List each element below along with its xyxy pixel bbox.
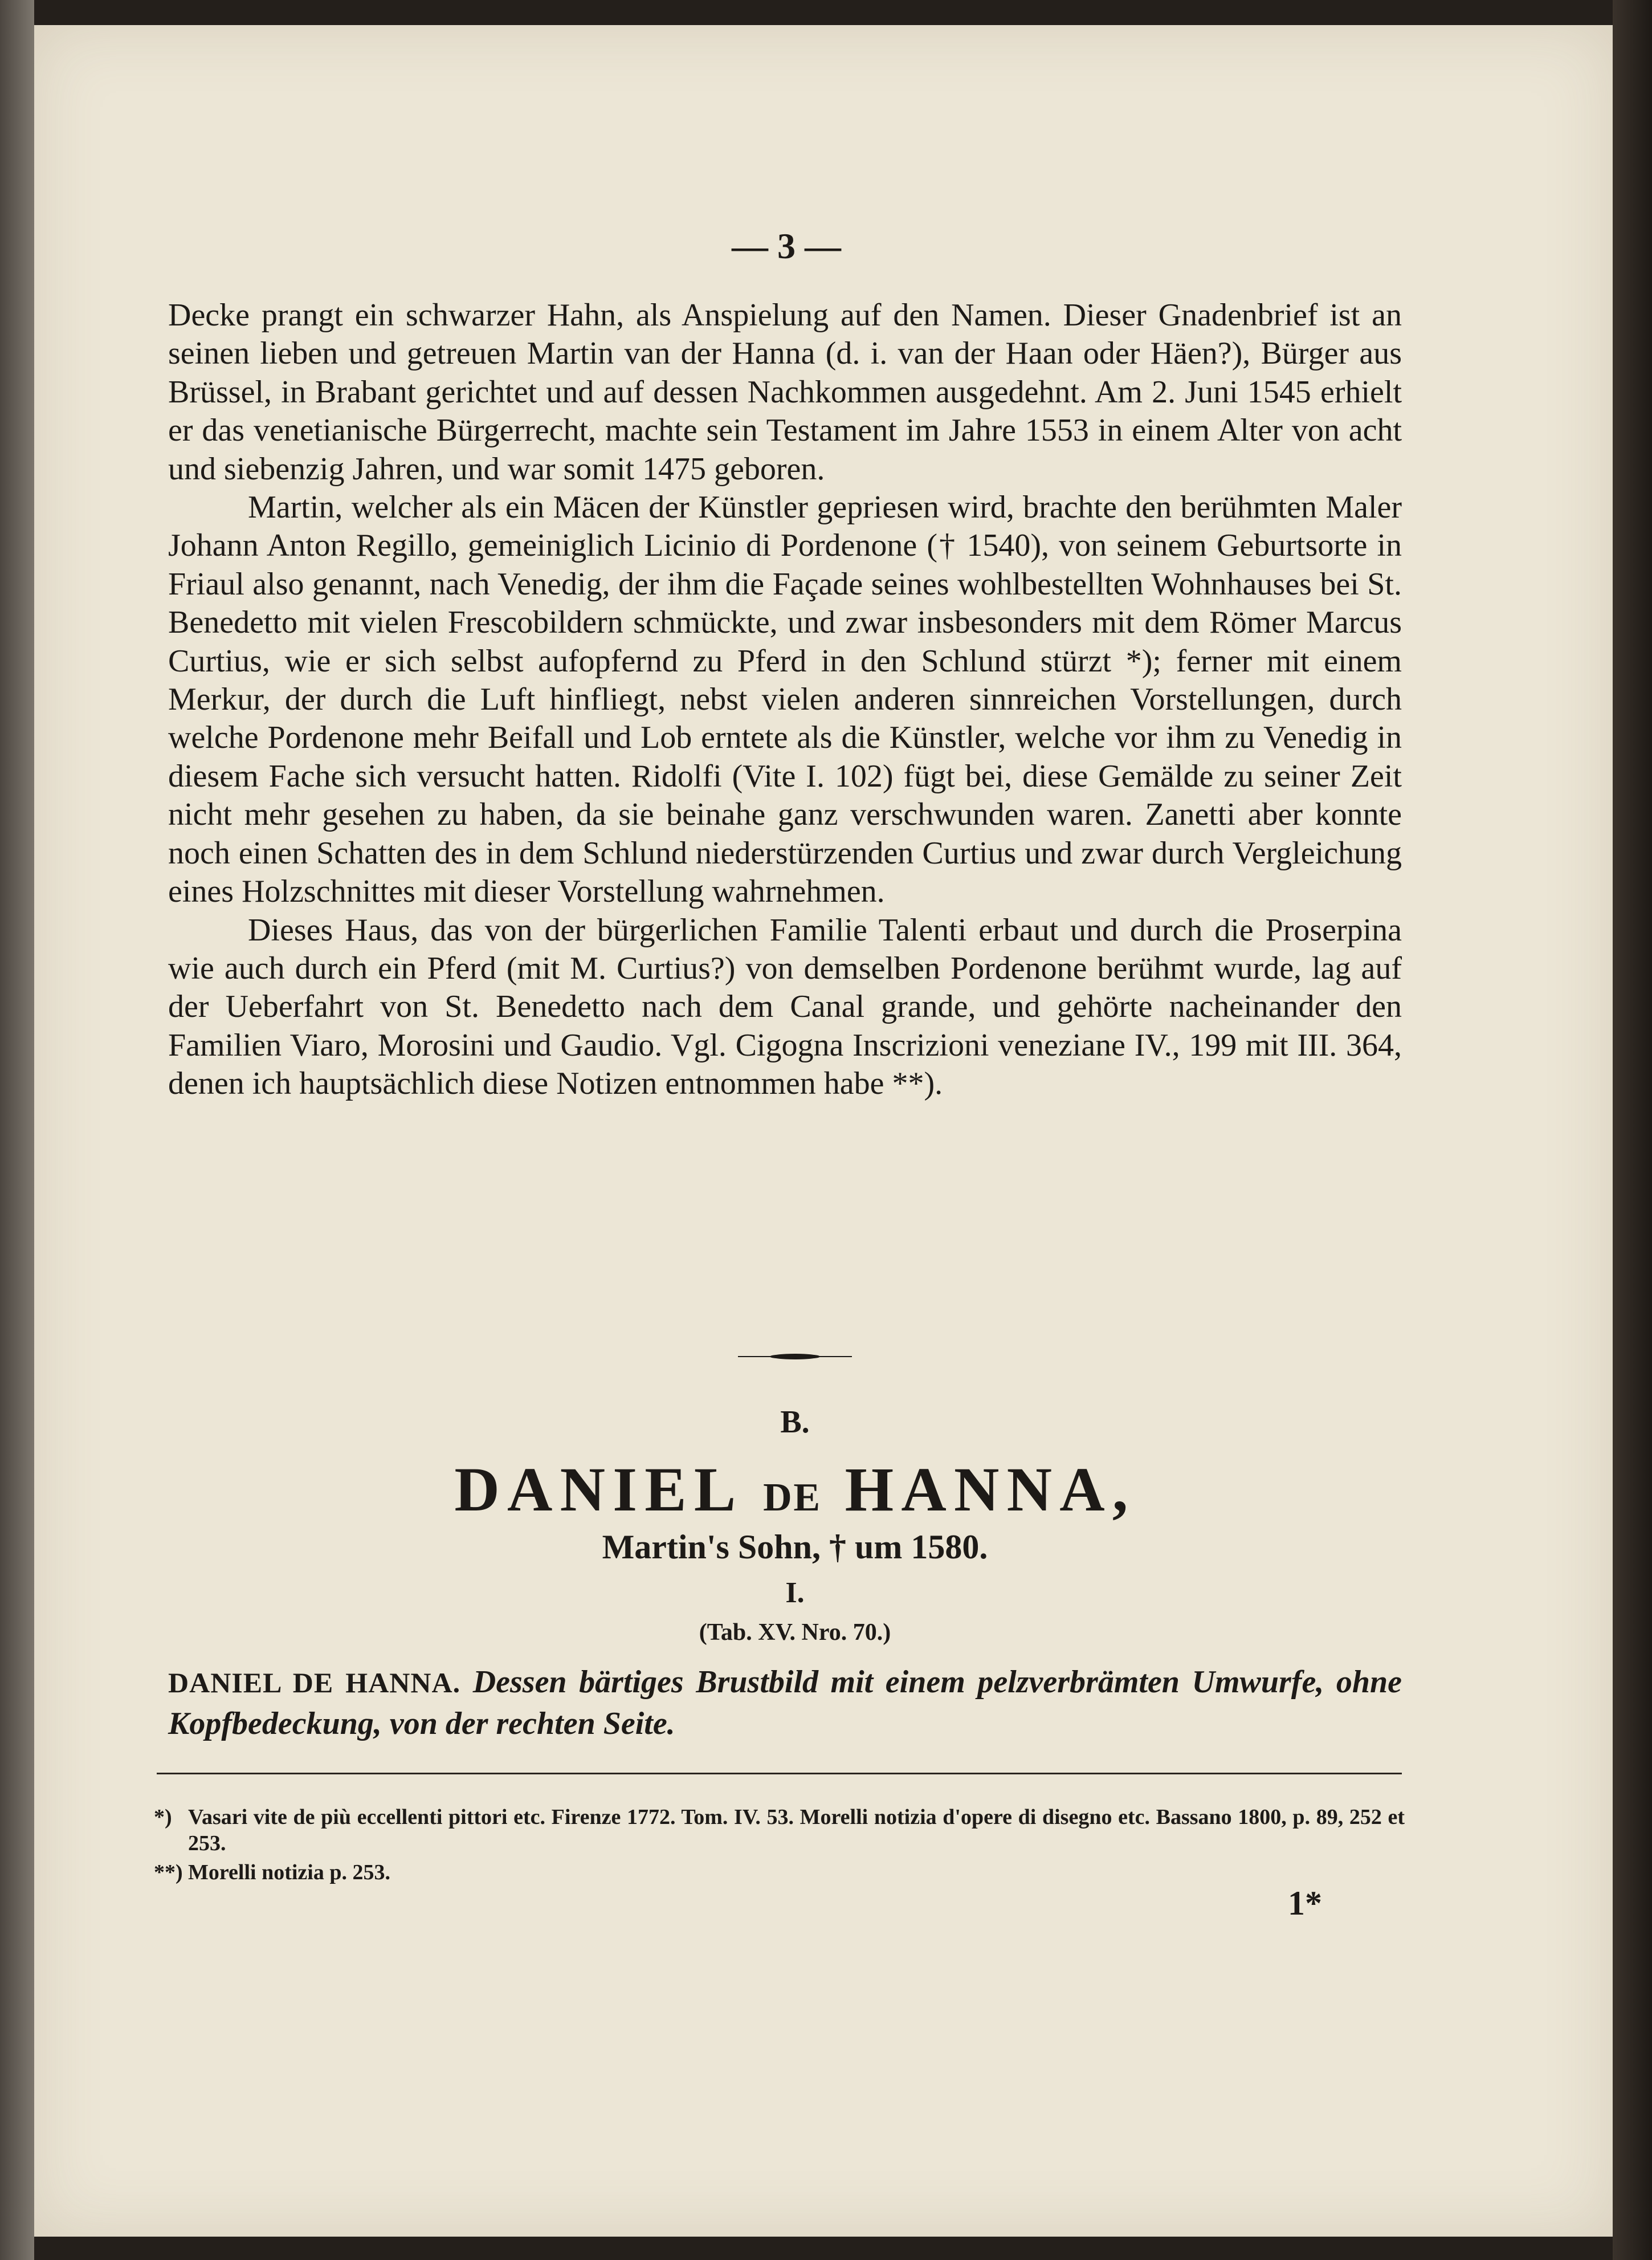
page-edge	[1613, 0, 1652, 2260]
section-subheading: Martin's Sohn, † um 1580.	[602, 1528, 988, 1566]
signature-mark: 1*	[1288, 1884, 1322, 1922]
page-number: — 3 —	[732, 226, 841, 266]
footnote-2-mark: **)	[154, 1860, 183, 1884]
book-gutter	[0, 0, 34, 2260]
heading-particle: DE	[763, 1476, 822, 1520]
paragraph-1: Decke prangt ein schwarzer Hahn, als Anspielung auf den Namen. Dieser Gnadenbrief ist an seinen lieben und getreuen Martin van der Hanna (d. i. van der Haan oder Häen?), Bürger aus Brüssel, in Brabant gerichtet und auf dessen Nachkommen ausgedehnt. Am 2. Juni 1545 erhielt er das venetianische Bürgerrecht, machte sein Testament im Jahre 1553 in einem Alter von acht und siebenzig Jahren, und war somit 1475 geboren.	[168, 298, 1402, 487]
footnote-1-mark: *)	[154, 1805, 172, 1829]
footnote-rule	[157, 1773, 1402, 1774]
item-description	[168, 1662, 1402, 1744]
paragraph-2: Martin, welcher als ein Mäcen der Künstler gepriesen wird, brachte den berühmten Maler Johann Anton Regillo, gemeiniglich Licinio di Pordenone († 1540), von seinem Geburtsorte in Friaul also genannt, nach Venedig, der ihm die Façade seines wohlbestellten Wohnhauses bei St. Benedetto mit vielen Frescobildern schmückte, und zwar insbesonders mit dem Römer Marcus Curtius, wie er sich selbst aufopfernd zu Pferd in den Schlund stürzt *); ferner mit einem Merkur, der durch die Luft hinfliegt, nebst vielen anderen sinnreichen Vorstellungen, durch welche Pordenone mehr Beifall und Lob erntete als die Künstler, welche vor ihm zu Venedig in diesem Fache sich versucht hatten. Ridolfi (Vite I. 102) fügt bei, diese Gemälde zu seiner Zeit nicht mehr gesehen zu haben, da sie beinahe ganz verschwunden waren. Zanetti aber konnte noch einen Schatten des in dem Schlund niederstürzenden Curtius und zwar durch Vergleichung eines Holzschnittes mit dieser Vorstellung wahrnehmen.	[168, 490, 1402, 910]
heading-surname: HANNA,	[845, 1455, 1136, 1524]
footnote-1-text: Vasari vite de più eccellenti pittori etc. Firenze 1772. Tom. IV. 53. Morelli notizia d'opere di disegno etc. Bassano 1800, p. 89, 252 et 253.	[188, 1805, 1405, 1855]
footnote-1	[154, 1804, 1405, 1856]
paragraph-3: Dieses Haus, das von der bürgerlichen Familie Talenti erbaut und durch die Proserpina wie auch durch ein Pferd (mit M. Curtius?) von demselben Pordenone berühmt wurde, lag auf der Ueberfahrt von St. Benedetto nach dem Canal grande, und gehörte nacheinander den Familien Viaro, Morosini und Gaudio. Vgl. Cigogna Inscrizioni veneziane IV., 199 mit III. 364, denen ich hauptsächlich diese Notizen entnommen habe **).	[168, 912, 1402, 1102]
footnote-2-text: Morelli notizia p. 253.	[188, 1860, 390, 1884]
description-text: Dessen bärtiges Brustbild mit einem pelzverbrämten Umwurfe, ohne Kopfbedeckung, von der rechten Seite.	[168, 1664, 1402, 1741]
description-name: DANIEL DE HANNA.	[168, 1667, 461, 1699]
heading-name: DANIEL	[454, 1455, 740, 1524]
section-letter: B.	[780, 1404, 810, 1440]
body-text	[168, 296, 1402, 1103]
footnote-2	[154, 1859, 1405, 1886]
ornamental-divider	[738, 1353, 852, 1361]
table-reference: (Tab. XV. Nro. 70.)	[699, 1619, 891, 1646]
item-number: I.	[785, 1577, 805, 1609]
section-heading	[342, 1453, 1248, 1526]
